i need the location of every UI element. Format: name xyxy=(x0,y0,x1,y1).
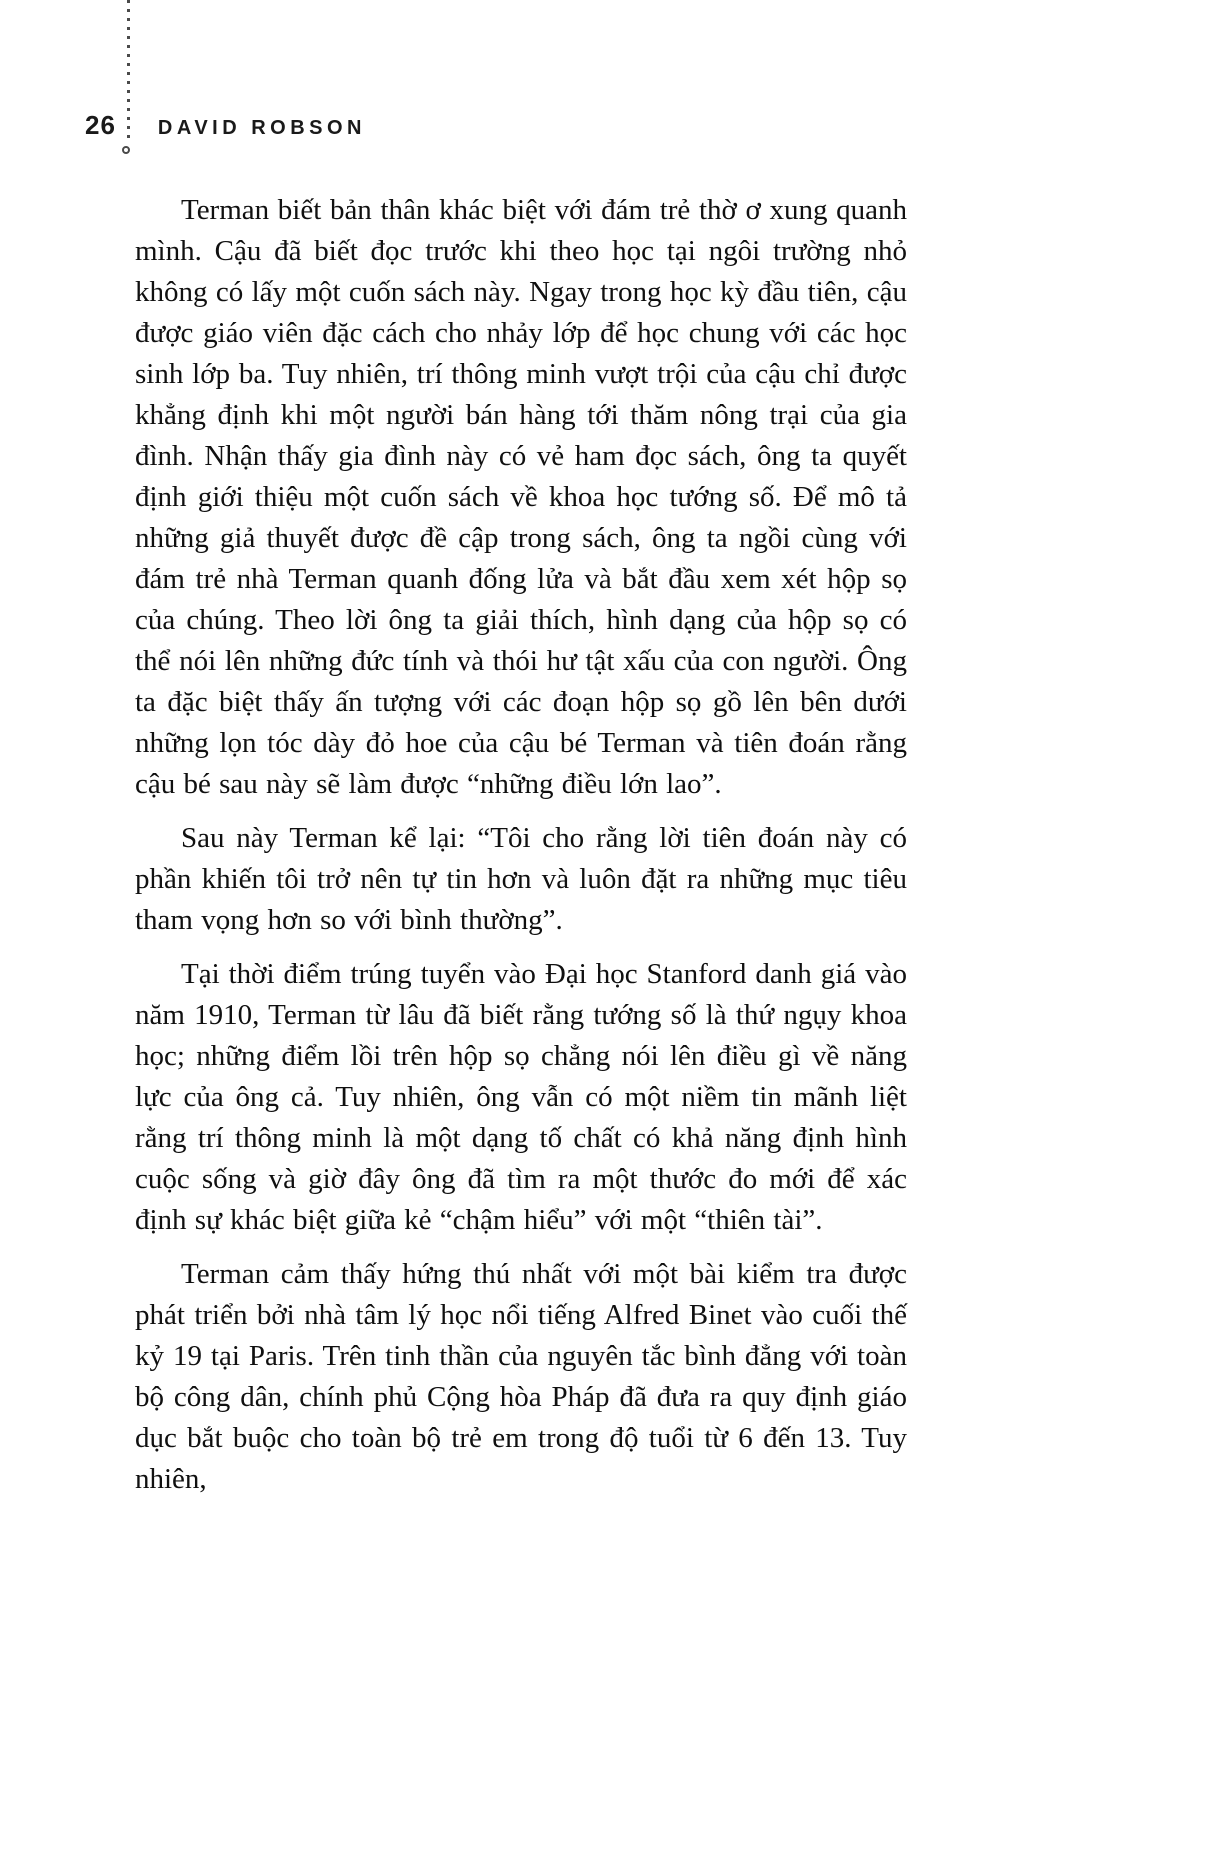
page-header xyxy=(85,110,366,141)
circle-ornament xyxy=(122,146,130,154)
page-number: 26 xyxy=(85,110,116,140)
paragraph-3: Tại thời điểm trúng tuyển vào Đại học Stanford danh giá vào năm 1910, Terman từ lâu đã biết rằng tướng số là thứ ngụy khoa học; những điểm lồi trên hộp sọ chẳng nói lên điều gì về năng lực của ông cả. Tuy nhiên, ông vẫn có một niềm tin mãnh liệt rằng trí thông minh là một dạng tố chất có khả năng định hình cuộc sống và giờ đây ông đã tìm ra một thước đo mới để xác định sự khác biệt giữa kẻ “chậm hiểu” với một “thiên tài”. xyxy=(135,958,907,1236)
running-header-author: DAVID ROBSON xyxy=(157,117,367,139)
paragraph-1: Terman biết bản thân khác biệt với đám trẻ thờ ơ xung quanh mình. Cậu đã biết đọc trước khi theo học tại ngôi trường nhỏ không có lấy một cuốn sách này. Ngay trong học kỳ đầu tiên, cậu được giáo viên đặc cách cho nhảy lớp để học chung với các học sinh lớp ba. Tuy nhiên, trí thông minh vượt trội của cậu chỉ được khẳng định khi một người bán hàng tới thăm nông trại của gia đình. Nhận thấy gia đình này có vẻ ham đọc sách, ông ta quyết định giới thiệu một cuốn sách về khoa học tướng số. Để mô tả những giả thuyết được đề cập trong sách, ông ta ngồi cùng với đám trẻ nhà Terman quanh đống lửa và bắt đầu xem xét hộp sọ của chúng. Theo lời ông ta giải thích, hình dạng của hộp sọ có thể nói lên những đức tính và thói hư tật xấu của con người. Ông ta đặc biệt thấy ấn tượng với các đoạn hộp sọ gồ lên bên dưới những lọn tóc dày đỏ hoe của cậu bé Terman và tiên đoán rằng cậu bé sau này sẽ làm được “những điều lớn lao”. xyxy=(135,194,907,800)
paragraph-2: Sau này Terman kể lại: “Tôi cho rằng lời tiên đoán này có phần khiến tôi trở nên tự tin hơn và luôn đặt ra những mục tiêu tham vọng hơn so với bình thường”. xyxy=(135,822,907,936)
body-text xyxy=(135,190,907,1513)
paragraph-4: Terman cảm thấy hứng thú nhất với một bài kiểm tra được phát triển bởi nhà tâm lý học nổi tiếng Alfred Binet vào cuối thế kỷ 19 tại Paris. Trên tinh thần của nguyên tắc bình đẳng với toàn bộ công dân, chính phủ Cộng hòa Pháp đã đưa ra quy định giáo dục bắt buộc cho toàn bộ trẻ em trong độ tuổi từ 6 đến 13. Tuy nhiên, xyxy=(135,1258,907,1495)
